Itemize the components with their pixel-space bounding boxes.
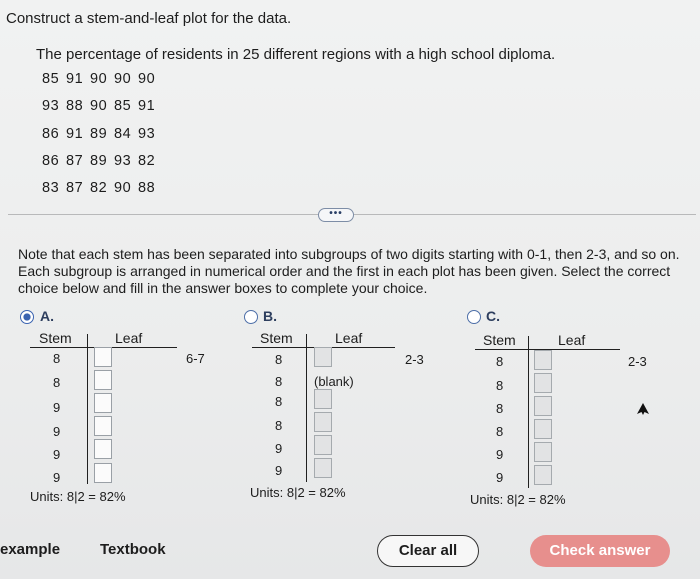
leaf-answer-box[interactable] — [314, 389, 332, 409]
leaf-answer-box[interactable] — [534, 396, 552, 416]
stem-divider — [528, 336, 529, 488]
option-b-radio[interactable] — [244, 310, 258, 324]
stem-cell: 8 — [53, 351, 61, 366]
given-leaf-label: 6-7 — [186, 351, 205, 366]
data-row — [42, 180, 162, 196]
leaf-answer-box[interactable] — [94, 416, 112, 436]
stem-divider — [306, 334, 307, 482]
data-value: 89 — [90, 126, 108, 142]
stem-cell: 8 — [496, 424, 504, 439]
stem-cell: 9 — [53, 447, 61, 462]
data-value: 93 — [42, 98, 60, 114]
data-row — [42, 126, 162, 142]
data-value: 86 — [42, 126, 60, 142]
data-value: 84 — [114, 126, 132, 142]
data-value: 93 — [138, 126, 156, 142]
stem-cell: 9 — [53, 470, 61, 485]
leaf-header: Leaf — [558, 332, 586, 348]
stem-cell: 8 — [275, 352, 283, 367]
example-link[interactable]: example — [0, 541, 61, 558]
option-b-letter: B. — [263, 308, 277, 324]
data-value: 85 — [114, 98, 132, 114]
data-value: 87 — [66, 180, 84, 196]
data-value: 85 — [42, 71, 60, 87]
mouse-cursor-icon — [636, 402, 650, 421]
leaf-answer-box[interactable] — [534, 465, 552, 485]
option-c-radio[interactable] — [467, 310, 481, 324]
leaf-answer-box[interactable] — [534, 442, 552, 462]
data-value: 90 — [138, 71, 156, 87]
option-a-radio[interactable] — [20, 310, 34, 324]
leaf-answer-box[interactable] — [534, 350, 552, 370]
given-leaf-label: 2-3 — [405, 352, 424, 367]
units-label: Units: 8|2 = 82% — [470, 492, 566, 507]
data-value: 91 — [138, 98, 156, 114]
blank-leaf-label: (blank) — [314, 374, 354, 389]
check-answer-button[interactable]: Check answer — [530, 535, 670, 567]
stem-cell: 8 — [53, 375, 61, 390]
data-title: The percentage of residents in 25 different regions with a high school diploma. — [36, 46, 556, 63]
leaf-answer-box[interactable] — [314, 412, 332, 432]
leaf-answer-box[interactable] — [94, 439, 112, 459]
leaf-answer-box[interactable] — [314, 458, 332, 478]
leaf-answer-box[interactable] — [94, 393, 112, 413]
units-label: Units: 8|2 = 82% — [30, 489, 126, 504]
stem-cell: 9 — [496, 447, 504, 462]
data-value: 90 — [90, 98, 108, 114]
leaf-answer-box[interactable] — [94, 370, 112, 390]
data-value: 88 — [138, 180, 156, 196]
stem-header: Stem — [260, 330, 293, 346]
option-c-letter: C. — [486, 308, 500, 324]
leaf-answer-box[interactable] — [94, 463, 112, 483]
data-value: 91 — [66, 126, 84, 142]
data-value: 91 — [66, 71, 84, 87]
data-value: 87 — [66, 153, 84, 169]
stem-cell: 9 — [275, 463, 283, 478]
stem-cell: 9 — [53, 424, 61, 439]
stem-cell: 8 — [275, 394, 283, 409]
data-value: 83 — [42, 180, 60, 196]
stem-cell: 8 — [496, 378, 504, 393]
clear-all-button[interactable]: Clear all — [377, 535, 479, 567]
stem-header: Stem — [483, 332, 516, 348]
data-value: 90 — [114, 180, 132, 196]
stem-cell: 9 — [275, 441, 283, 456]
stem-cell: 9 — [53, 400, 61, 415]
data-value: 82 — [138, 153, 156, 169]
stem-divider — [87, 334, 88, 484]
leaf-answer-box[interactable] — [94, 347, 112, 367]
stem-cell: 8 — [275, 374, 283, 389]
instruction-text: Construct a stem-and-leaf plot for the data. — [6, 10, 292, 27]
data-value: 93 — [114, 153, 132, 169]
leaf-answer-box[interactable] — [314, 435, 332, 455]
option-a-letter: A. — [40, 308, 54, 324]
stem-cell: 8 — [496, 354, 504, 369]
leaf-answer-box[interactable] — [534, 419, 552, 439]
data-value: 90 — [114, 71, 132, 87]
data-value: 88 — [66, 98, 84, 114]
data-row — [42, 98, 162, 114]
data-value: 82 — [90, 180, 108, 196]
note-text: Note that each stem has been separated into subgroups of two digits starting with 0-1, then 2-3, and so on. Each subgroup is arranged in numerical order and the first in each plot has been given. Select the correct choice below and fill in the answer boxes to complete your choice. — [18, 246, 680, 296]
expand-more-button[interactable]: ••• — [318, 208, 354, 222]
stem-header: Stem — [39, 330, 72, 346]
leaf-answer-box[interactable] — [534, 373, 552, 393]
leaf-header: Leaf — [335, 330, 363, 346]
data-row — [42, 153, 162, 169]
leaf-header: Leaf — [115, 330, 143, 346]
data-value: 90 — [90, 71, 108, 87]
data-row — [42, 71, 162, 87]
data-value: 86 — [42, 153, 60, 169]
units-label: Units: 8|2 = 82% — [250, 485, 346, 500]
stem-cell: 8 — [275, 418, 283, 433]
data-value: 89 — [90, 153, 108, 169]
stem-cell: 9 — [496, 470, 504, 485]
given-leaf-label: 2-3 — [628, 354, 647, 369]
leaf-answer-box[interactable] — [314, 347, 332, 367]
stem-cell: 8 — [496, 401, 504, 416]
textbook-link[interactable]: Textbook — [100, 541, 166, 558]
